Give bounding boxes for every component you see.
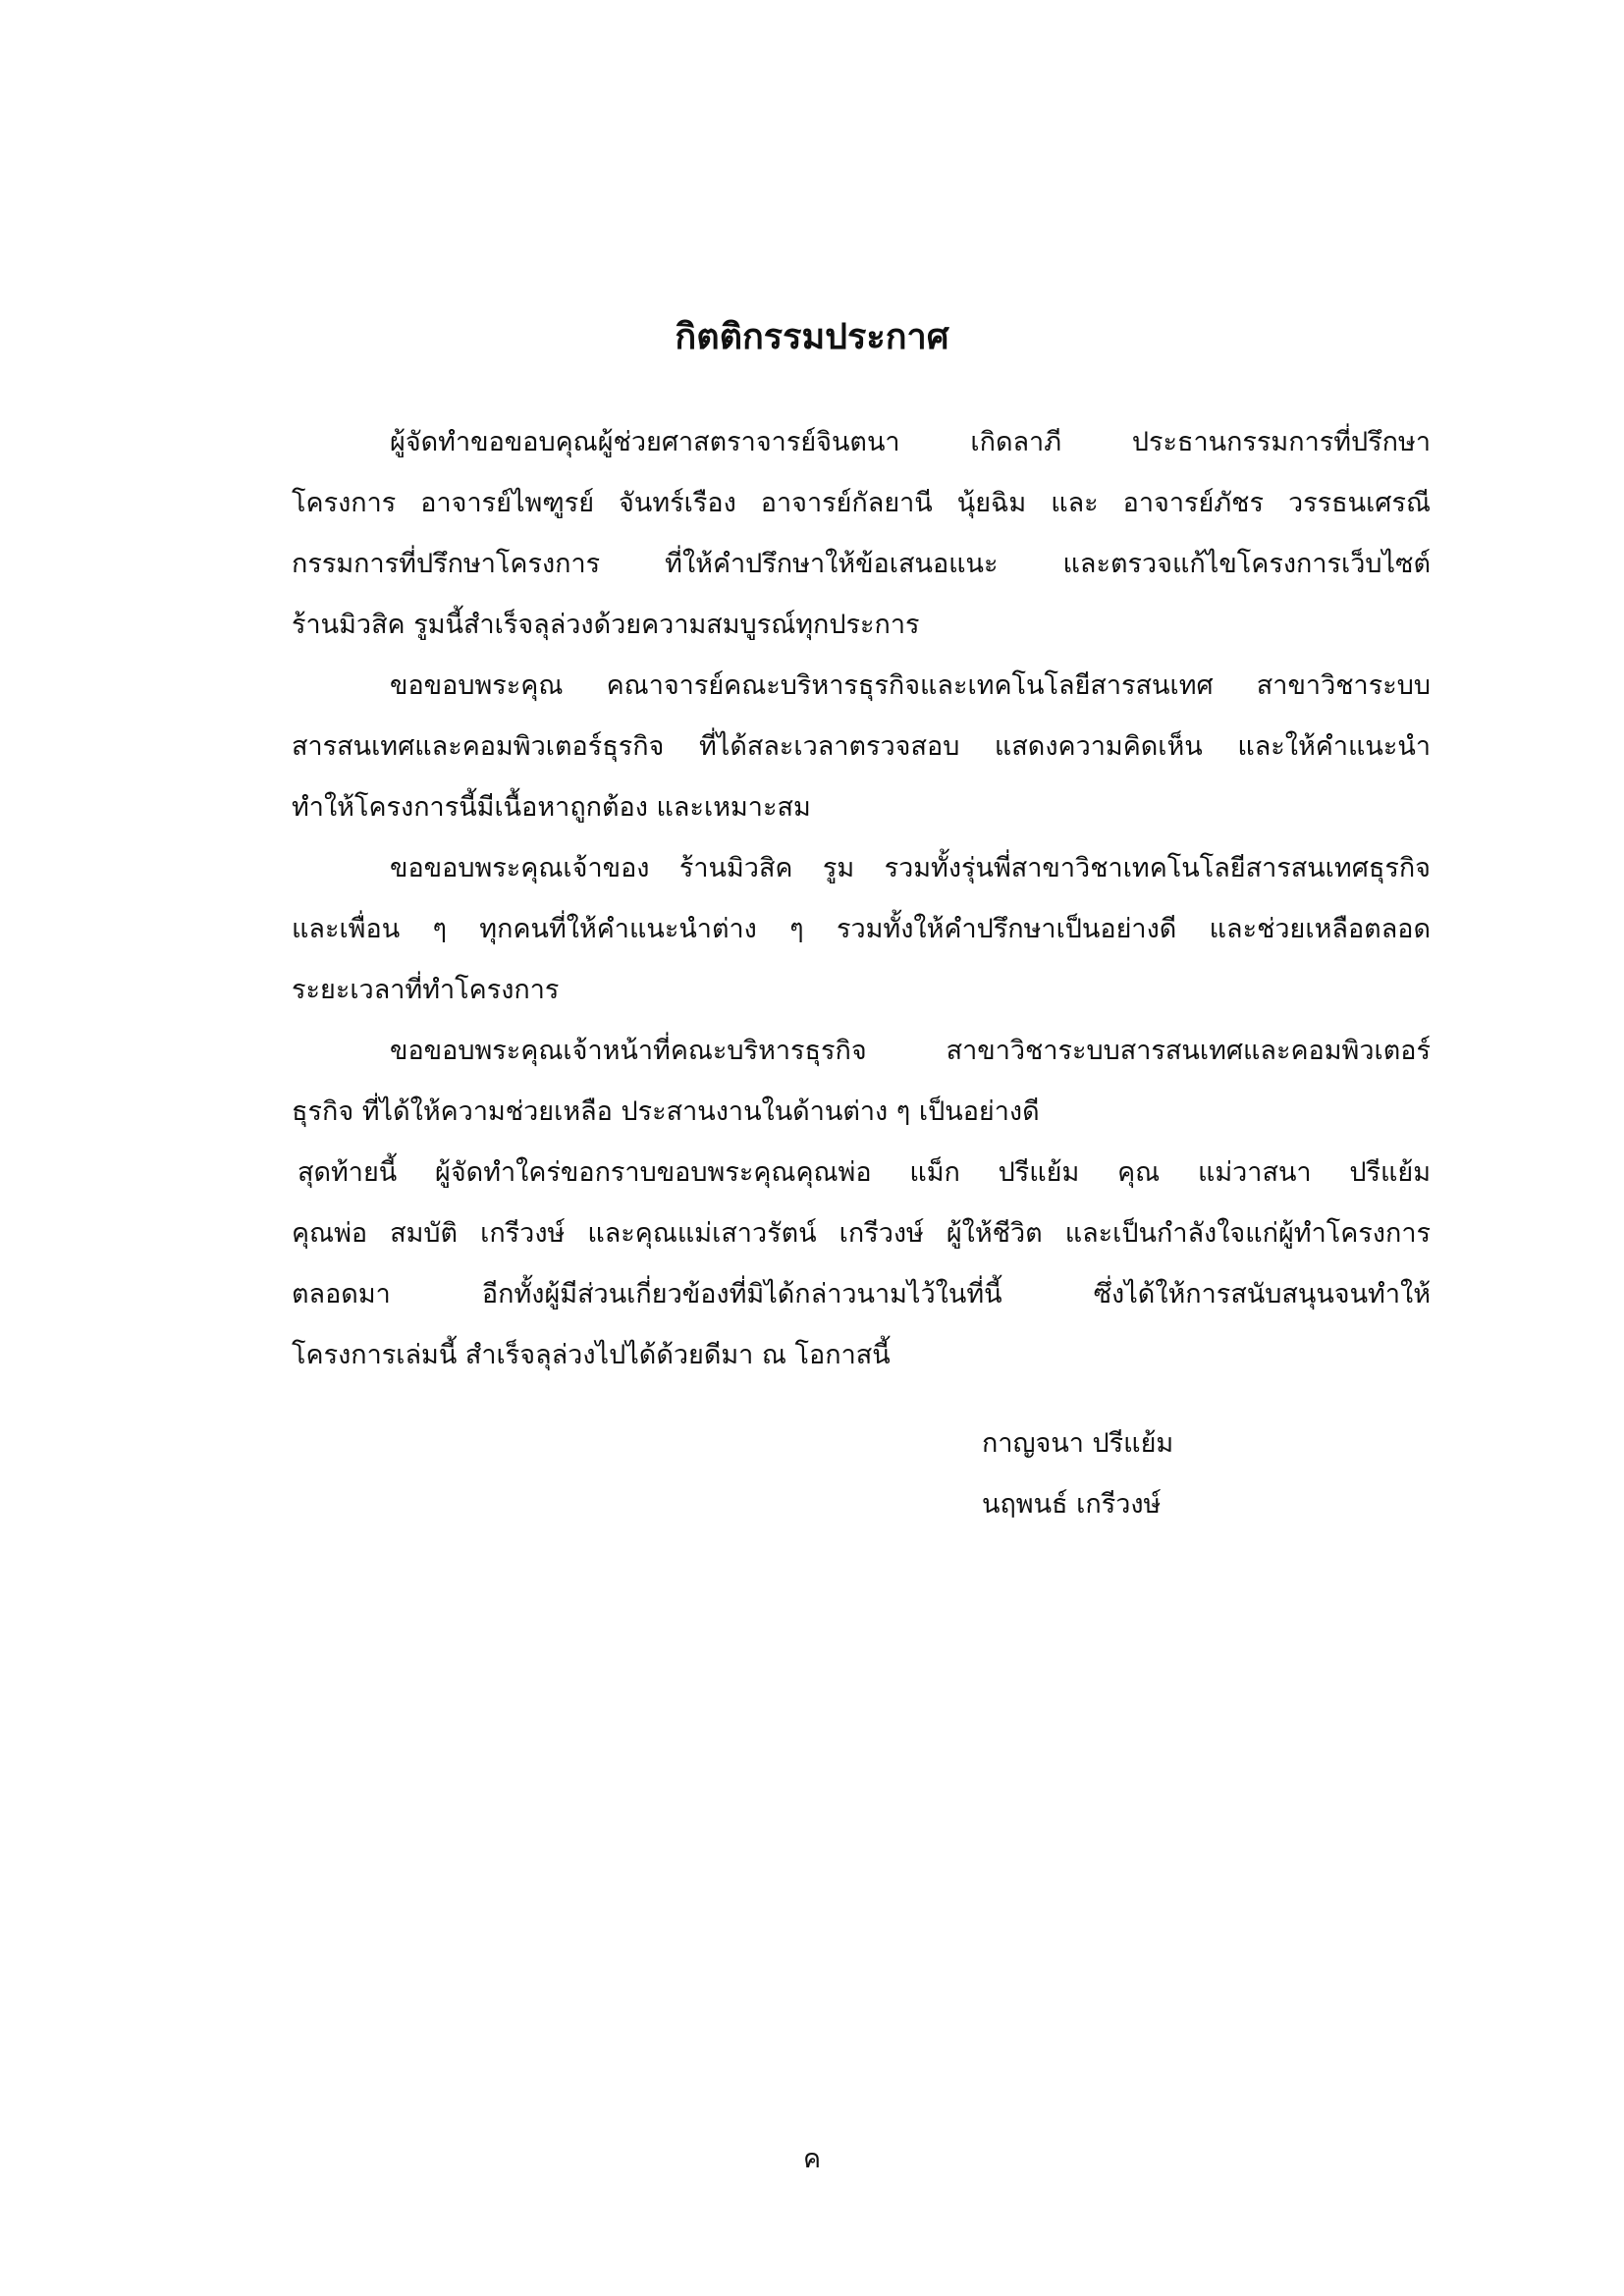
paragraph-5-line-3: ตลอดมา อีกทั้งผู้มีส่วนเกี่ยวข้องที่มิได้กล่าวนามไว้ในที่นี้ ซึ่งได้ให้การสนับสนุนจนทำให้ [292,1279,1431,1309]
page-number: ค [802,2144,822,2174]
paragraph-2-line-1: ขอขอบพระคุณ คณาจารย์คณะบริหารธุรกิจและเทคโนโลยีสารสนเทศ สาขาวิชาระบบ [390,670,1431,701]
signature-name-1: กาญจนา ปรีแย้ม [982,1428,1174,1459]
paragraph-1-line-2: โครงการ อาจารย์ไพฑูรย์ จันทร์เรือง อาจารย์กัลยานี นุ้ยฉิม และ อาจารย์ภัชร วรรธนเศรณี [292,488,1431,518]
paragraph-5-line-1: สุดท้ายนี้ ผู้จัดทำใคร่ขอกราบขอบพระคุณคุณพ่อ แม็ก ปรีแย้ม คุณ แม่วาสนา ปรีแย้ม [298,1157,1431,1188]
paragraph-5-line-4: โครงการเล่มนี้ สำเร็จลุล่วงไปได้ด้วยดีมา ณ โอกาสนี้ [292,1340,891,1370]
acknowledgement-body [292,412,1431,1386]
paragraph-5-line-2: คุณพ่อ สมบัติ เกรีวงษ์ และคุณแม่เสาวรัตน์ เกรีวงษ์ ผู้ให้ชีวิต และเป็นกำลังใจแก่ผู้ทำโครงการ [292,1218,1431,1249]
paragraph-1-line-4: ร้านมิวสิค รูมนี้สำเร็จลุล่วงด้วยความสมบูรณ์ทุกประการ [292,610,920,640]
paragraph-2-line-2: สารสนเทศและคอมพิวเตอร์ธุรกิจ ที่ได้สละเวลาตรวจสอบ แสดงความคิดเห็น และให้คำแนะนำ [292,731,1431,762]
paragraph-3-line-2: และเพื่อน ๆ ทุกคนที่ให้คำแนะนำต่าง ๆ รวมทั้งให้คำปรึกษาเป็นอย่างดี และช่วยเหลือตลอด [292,914,1431,944]
signature-block [982,1414,1173,1535]
paragraph-4-line-1: ขอขอบพระคุณเจ้าหน้าที่คณะบริหารธุรกิจ สาขาวิชาระบบสารสนเทศและคอมพิวเตอร์ [390,1036,1431,1066]
paragraph-3-line-1: ขอขอบพระคุณเจ้าของ ร้านมิวสิค รูม รวมทั้งรุ่นพี่สาขาวิชาเทคโนโลยีสารสนเทศธุรกิจ [390,853,1431,883]
paragraph-1-line-3: กรรมการที่ปรึกษาโครงการ ที่ให้คำปรึกษาให้ข้อเสนอแนะ และตรวจแก้ไขโครงการเว็บไซต์ [292,549,1431,579]
paragraph-3-line-3: ระยะเวลาที่ทำโครงการ [292,975,560,1005]
paragraph-2-line-3: ทำให้โครงการนี้มีเนื้อหาถูกต้อง และเหมาะสม [292,792,811,823]
page-title: กิตติกรรมประกาศ [675,316,949,357]
paragraph-4-line-2: ธุรกิจ ที่ได้ให้ความช่วยเหลือ ประสานงานในด้านต่าง ๆ เป็นอย่างดี [292,1096,1040,1127]
paragraph-1-line-1: ผู้จัดทำขอขอบคุณผู้ช่วยศาสตราจารย์จินตนา เกิดลาภี ประธานกรรมการที่ปรึกษา [390,427,1431,457]
signature-name-2: นฤพนธ์ เกรีวงษ์ [982,1489,1162,1520]
